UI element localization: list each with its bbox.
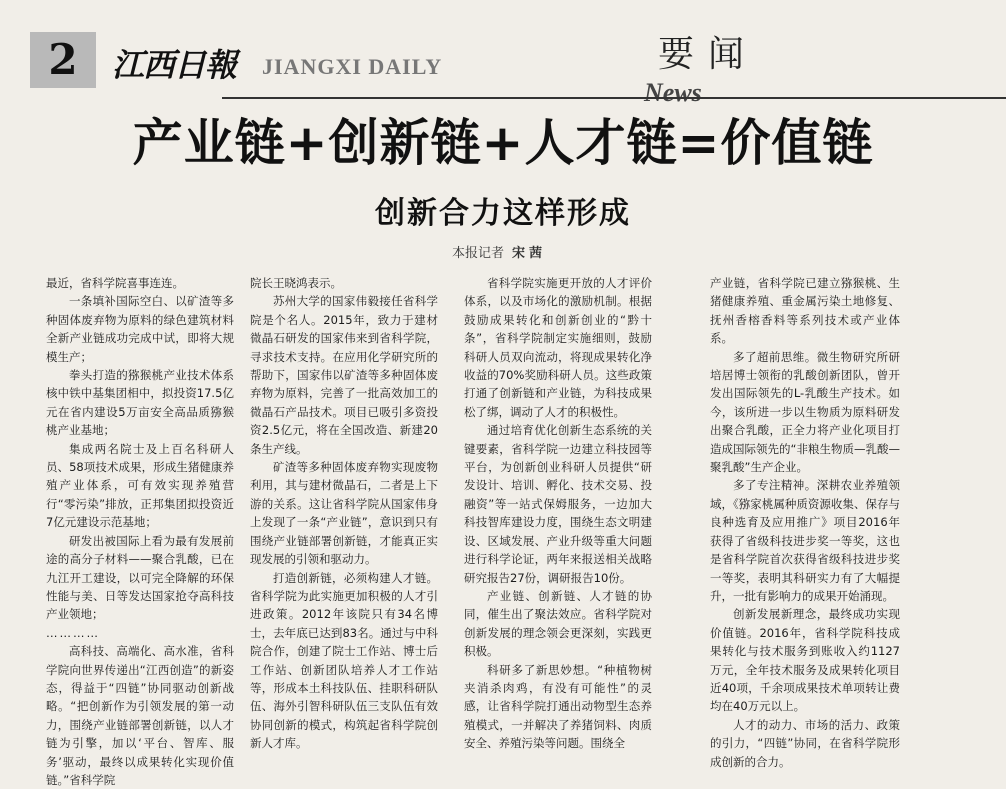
paragraph: 多了专注精神。深耕农业养殖领域，《猕家桃属种质资源收集、保存与良种选育及应用推广》项目2016年获得了省级科技进步奖一等奖，这也是省科学院首次获得省级科技进步奖一等奖，表明其科研实力有了大幅提升，一批有影响力的成果开始涌现。 [710, 478, 900, 603]
byline-label: 本报记者 [452, 246, 505, 261]
newspaper-name-english: JIANGXI DAILY [262, 54, 443, 79]
subheadline: 创新合力这样形成 [375, 196, 631, 231]
paragraph: 人才的动力、市场的活力、政策的引力，“四链”协同，在省科学院形成创新的合力。 [710, 717, 900, 769]
paragraph: 研发出被国际上看为最有发展前途的高分子材料——聚合乳酸，已在九江开工建设，以可完全降解的环保性能与美、日等发达国家抢夺高科技产业领地； [46, 533, 234, 622]
masthead [0, 0, 1006, 108]
newspaper-logo: 江西日報 [112, 46, 237, 84]
paragraph: 创新发展新理念，最终成功实现价值链。2016年，省科学院科技成果转化与技术服务到账收入约1127万元，全年技术服务及成果转化项目近40项，千余项成果技术单项转让费均在40万元以上。 [710, 607, 900, 714]
paragraph: 科研多了新思妙想。“种植物树夹消杀肉鸡，有没有可能性”的灵感，让省科学院打通出动物型生态养殖模式，一并解决了养猪饲料、肉质安全、养殖污染等问题。围绕全 [464, 662, 652, 751]
paragraph: 矿渣等多种固体废弃物实现废物利用，其与建材微晶石，二者是上下游的关系。这让省科学院从国家伟身上发现了一条“产业链”，意识到只有围绕产业链部署创新链，才能真正实现发展的引领和驱动力。 [250, 460, 438, 567]
byline-name: 宋茜 [512, 246, 547, 261]
paragraph-separator: ………… [46, 625, 100, 640]
paragraph: 苏州大学的国家伟毅接任省科学院是个名人。2015年，致力于建材微晶石研发的国家伟来到省科学院，寻求技术支持。在应用化学研究所的帮助下，国家伟以矿渣等多种固体废弃物为原料，完善了一批高效加工的微晶石产品技术。项目已吸引多资投资2.5亿元，将在全国改造、新建20条生产线。 [250, 294, 438, 456]
byline [452, 242, 546, 261]
paragraph: 一条填补国际空白、以矿渣等多种固体废弃物为原料的绿色建筑材料全新产业链成功完成中试，即将大规模生产； [46, 294, 234, 364]
paragraph: 产业链、创新链、人才链的协同，催生出了聚法效应。省科学院对创新发展的理念领会更深刻，实践更积极。 [464, 588, 652, 659]
paragraph: 院长王晓鸿表示。 [250, 276, 342, 290]
paragraph: 省科学院实施更开放的人才评价体系，以及市场化的激励机制。根据鼓励成果转化和创新创业的“黔十条”，省科学院制定实施细则，鼓励科研人员双向流动，将现成果转化净收益的70%奖励科研人员。这些政策打通了创新链和产业链，为科技成果松了绑，调动了人才的积极性。 [464, 276, 652, 419]
paragraph: 多了超前思维。微生物研究所研培居博士领衔的乳酸创新团队，曾开发出国际领先的L-乳酸生产技术。如今，该所进一步以生物质为原料研发出聚合乳酸，正全力将产业化项目打造成国际领先的“非粮生物质—乳酸—聚乳酸”生产企业。 [710, 349, 900, 475]
paragraph: 集成两名院士及上百名科研人员、58项技术成果，形成生猪健康养殖产业体系，可有效实现养殖营行“零污染”排放，正邦集团拟投资近7亿元建设示范基地； [46, 441, 234, 530]
headline: 产业链+创新链+人才链=价值链 [132, 114, 874, 172]
paragraph: 产业链，省科学院已建立猕猴桃、生猪健康养殖、重金属污染土地修复、抚州香榕香料等系列技术或产业体系。 [710, 276, 900, 346]
section-title: 要闻 [658, 34, 759, 75]
masthead-rule [222, 97, 1006, 99]
paragraph: 通过培育优化创新生态系统的关键要素，省科学院一边建立科技园等平台，为创新创业科研人员提供“研发设计、培训、孵化、技术交易、投融资”等一站式保姆服务，一边加大科技智库建设力度，围绕生态文明建设、区域发展、产业升级等重大问题进行科学论证，两年来报送相关战略研究报告27份，调研报告10份。 [464, 423, 652, 585]
paragraph: 拳头打造的猕猴桃产业技术体系核中铁中基集团相中，拟投资17.5亿元在省内建设5万亩安全高品质猕猴桃产业基地； [46, 368, 234, 438]
paragraph: 高科技、高端化、高水准，省科学院向世界传递出“江西创造”的新姿态，得益于“四链”协同驱动创新战略。“把创新作为引领发展的第一动力，围绕产业链部署创新链，以人才链为引擎，加以‘平台、智库、服务’驱动，最终以成果转化实现价值链。”省科学院 [46, 644, 234, 787]
paragraph: 最近，省科学院喜事连连。 [46, 276, 184, 290]
article-column-4 [710, 274, 900, 769]
article-column-3 [464, 274, 652, 751]
article-column-1 [46, 274, 234, 787]
paragraph: 打造创新链，必须构建人才链。省科学院为此实施更加积极的人才引进政策。2012年该院只有34名博士，去年底已达到83名。通过与中科院合作，创建了院士工作站、博士后工作站、创新团队培养人才工作站等，形成本土科技队伍、挂职科研队伍、海外引智科研队伍三支队伍有效协同创新的模式，构筑起省科学院创新人才库。 [250, 570, 438, 751]
page-number: 2 [30, 32, 96, 88]
article-column-2 [250, 274, 438, 751]
section-title-english: News [644, 78, 702, 107]
article-body [46, 274, 1006, 787]
